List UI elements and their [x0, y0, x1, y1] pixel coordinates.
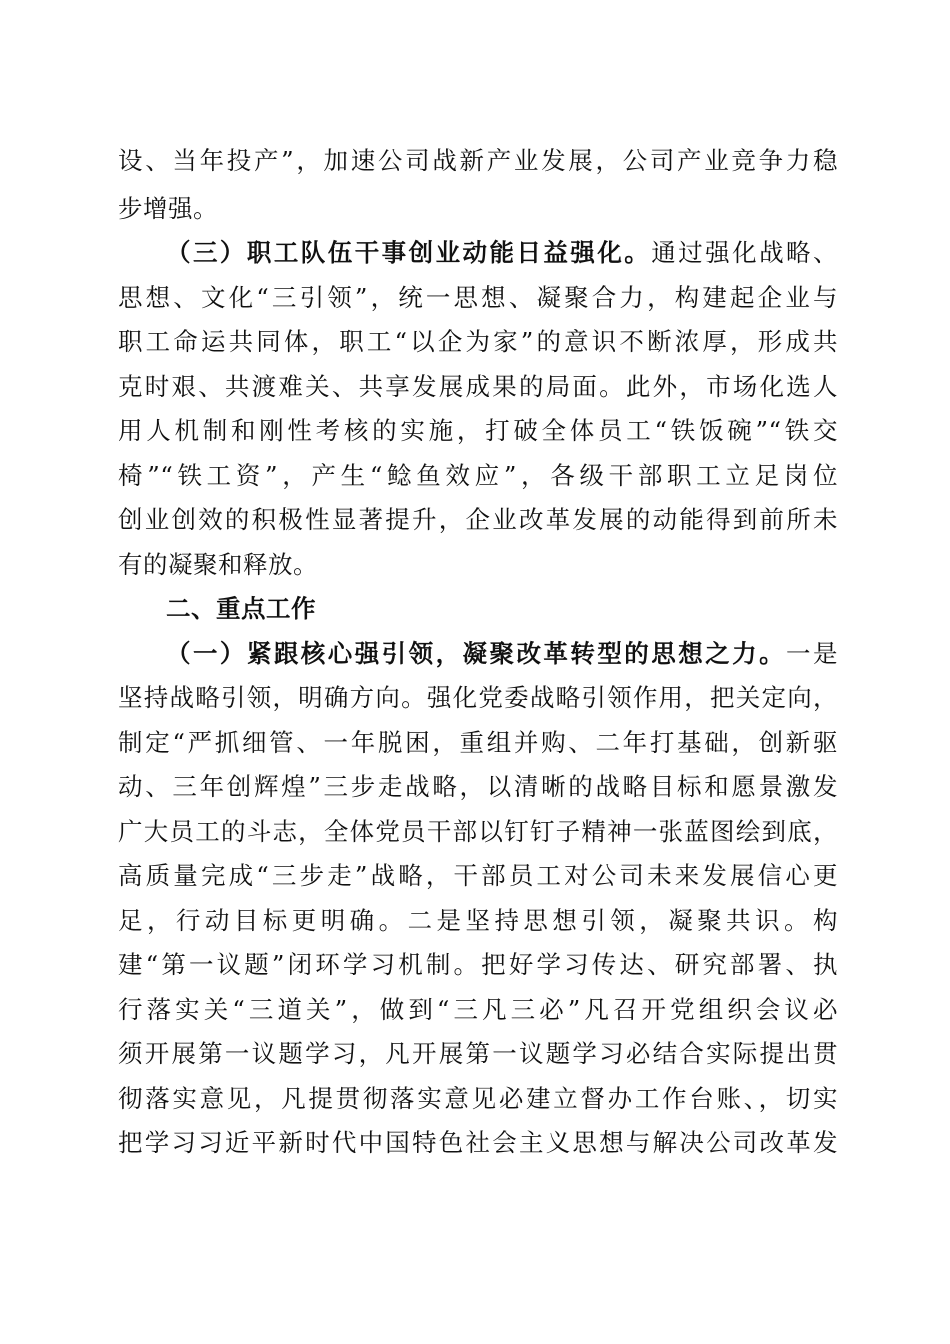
paragraph-line: 制定“严抓细管、一年脱困，重组并购、二年打基础，创新驱	[118, 728, 838, 757]
paragraph-line: 广大员工的斗志，全体党员干部以钉钉子精神一张蓝图绘到底，	[118, 817, 838, 846]
section-lead-heading: （一）紧跟核心强引领，凝聚改革转型的思想之力。	[166, 639, 787, 668]
paragraph-line: 克时艰、共渡难关、共享发展成果的局面。此外，市场化选人	[118, 372, 838, 401]
paragraph-text: 一是	[786, 639, 839, 668]
section-lead-heading: （三）职工队伍干事创业动能日益强化。	[166, 238, 652, 267]
paragraph-line	[166, 233, 838, 273]
paragraph-text: 通过强化战略、	[651, 238, 838, 267]
section-heading: 二、重点工作	[166, 594, 316, 623]
paragraph-line: 有的凝聚和释放。	[118, 550, 318, 579]
paragraph-line: 坚持战略引领，明确方向。强化党委战略引领作用，把关定向，	[118, 683, 838, 712]
paragraph-line: 思想、文化“三引领”，统一思想、凝聚合力，构建起企业与	[118, 283, 838, 312]
paragraph-line: 椅”“铁工资”，产生“鲶鱼效应”，各级干部职工立足岗位	[118, 461, 838, 490]
paragraph-line: 足，行动目标更明确。二是坚持思想引领，凝聚共识。构	[118, 906, 838, 935]
paragraph-line: 建“第一议题”闭环学习机制。把好学习传达、研究部署、执	[118, 950, 838, 979]
paragraph-line: 创业创效的积极性显著提升，企业改革发展的动能得到前所未	[118, 505, 838, 534]
paragraph-line: 用人机制和刚性考核的实施，打破全体员工“铁饭碗”“铁交	[118, 416, 838, 445]
paragraph-line: 把学习习近平新时代中国特色社会主义思想与解决公司改革发	[118, 1128, 838, 1157]
paragraph-line: 设、当年投产”，加速公司战新产业发展，公司产业竞争力稳	[118, 146, 838, 175]
paragraph-line: 行落实关“三道关”，做到“三凡三必”凡召开党组织会议必	[118, 995, 838, 1024]
paragraph-line: 步增强。	[118, 194, 218, 223]
paragraph-line: 须开展第一议题学习，凡开展第一议题学习必结合实际提出贯	[118, 1039, 838, 1068]
paragraph-line: 动、三年创辉煌”三步走战略，以清晰的战略目标和愿景激发	[118, 772, 838, 801]
paragraph-line: 职工命运共同体，职工“以企为家”的意识不断浓厚，形成共	[118, 327, 838, 356]
paragraph-line	[166, 634, 838, 674]
paragraph-line: 彻落实意见，凡提贯彻落实意见必建立督办工作台账、，切实	[118, 1084, 838, 1113]
paragraph-line: 高质量完成“三步走”战略，干部员工对公司未来发展信心更	[118, 861, 838, 890]
